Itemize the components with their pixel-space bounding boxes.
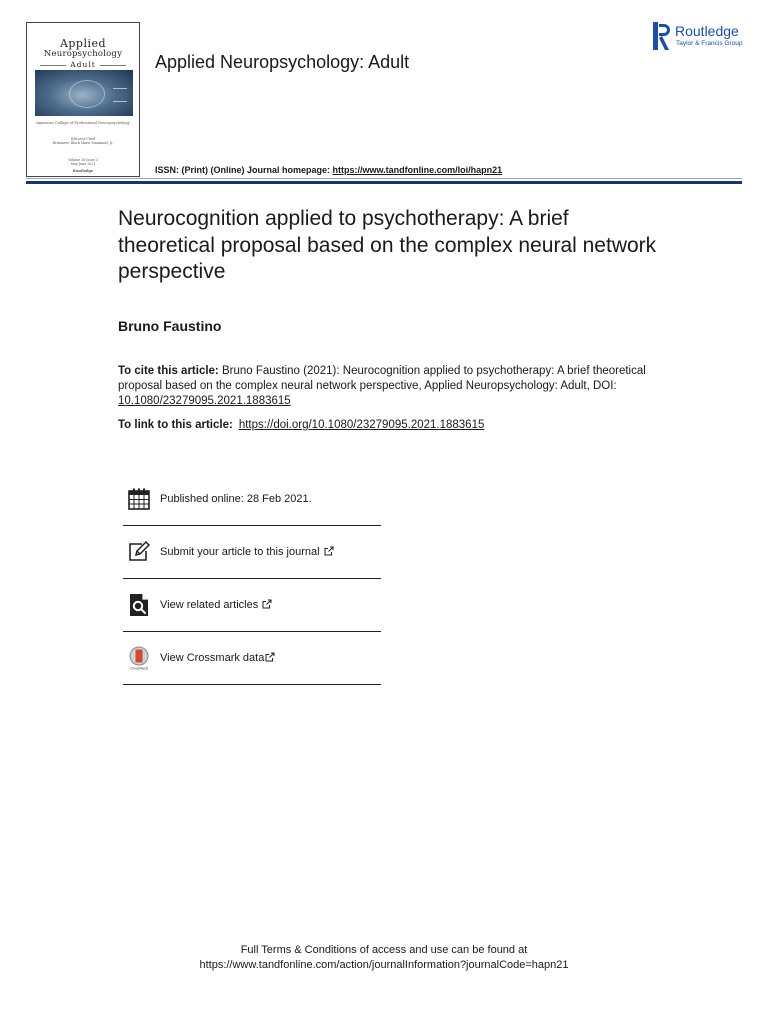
- link-label: To link to this article:: [118, 419, 233, 431]
- article-link-line: [118, 419, 484, 431]
- crossmark-label[interactable]: [160, 652, 275, 664]
- journal-cover-image: [26, 22, 140, 177]
- crossmark-text: View Crossmark data: [160, 652, 265, 664]
- published-online-label: Published online: 28 Feb 2021.: [160, 492, 312, 505]
- publisher-logo[interactable]: [653, 22, 748, 52]
- cite-label: To cite this article:: [118, 365, 219, 377]
- footer-terms-url[interactable]: https://www.tandfonline.com/action/journalInformation?journalCode=hapn21: [199, 959, 569, 971]
- related-articles-icon: [127, 593, 151, 617]
- external-link-icon: [262, 599, 272, 609]
- footer-terms: [0, 943, 768, 973]
- cover-publisher: Routledge: [72, 169, 94, 173]
- crossmark-icon: [127, 646, 151, 670]
- cover-title-line2: Neuropsychology: [43, 49, 123, 59]
- cover-title-line3: Adult: [27, 60, 139, 69]
- external-link-icon: [265, 652, 275, 662]
- related-articles-row[interactable]: [123, 579, 381, 632]
- article-actions-list: [123, 472, 381, 685]
- crossmark-row[interactable]: [123, 632, 381, 685]
- citation-block: [118, 364, 648, 409]
- calendar-icon: [127, 487, 151, 511]
- crossmark-caption: CrossMark: [130, 666, 148, 670]
- edit-icon: [127, 540, 151, 564]
- cover-issue: Volume 28 Issue 3 May-June 2021: [68, 158, 98, 167]
- article-title: Neurocognition applied to psychotherapy: A brief theoretical proposal based on the complex neural network perspective: [118, 207, 657, 283]
- journal-title[interactable]: Applied Neuropsychology: Adult: [155, 52, 410, 72]
- doi-link[interactable]: 10.1080/23279095.2021.1883615: [118, 395, 291, 407]
- cite-text: Bruno Faustino (2021): Neurocognition applied to psychotherapy: A brief theoretical proposal based on the complex neural network perspective, Applied Neuropsychology: Adult, DOI:: [118, 365, 646, 392]
- publisher-name: Routledge: [675, 23, 739, 39]
- cover-society: American College of Professional Neuropsychology: [36, 121, 130, 125]
- submit-article-label[interactable]: [160, 546, 334, 558]
- issn-label: ISSN: (Print) (Online) Journal homepage:: [155, 165, 333, 175]
- submit-article-row[interactable]: [123, 526, 381, 579]
- published-online-row: [123, 472, 381, 526]
- journal-homepage-link[interactable]: https://www.tandfonline.com/loi/hapn21: [332, 165, 503, 175]
- article-doi-url[interactable]: https://doi.org/10.1080/23279095.2021.1883615: [238, 419, 485, 431]
- cover-brain-illustration: [35, 70, 133, 116]
- cover-editors: Editor-in-Chief Brimmers, Black Marie Mammuel, Jr.: [52, 137, 114, 146]
- related-articles-label[interactable]: [160, 599, 272, 611]
- external-link-icon: [324, 546, 334, 556]
- footer-line1: Full Terms & Conditions of access and use can be found at: [240, 944, 528, 956]
- publisher-subtitle: Taylor & Francis Group: [676, 40, 743, 47]
- submit-article-text: Submit your article to this journal: [160, 546, 320, 558]
- issn-line: [155, 165, 502, 175]
- header-divider: [26, 181, 742, 184]
- header-divider-thin: [26, 178, 742, 179]
- article-author: Bruno Faustino: [118, 318, 222, 334]
- cover-title-line1: Applied: [59, 37, 107, 50]
- related-articles-text: View related articles: [160, 599, 259, 611]
- routledge-r-icon: [653, 22, 671, 50]
